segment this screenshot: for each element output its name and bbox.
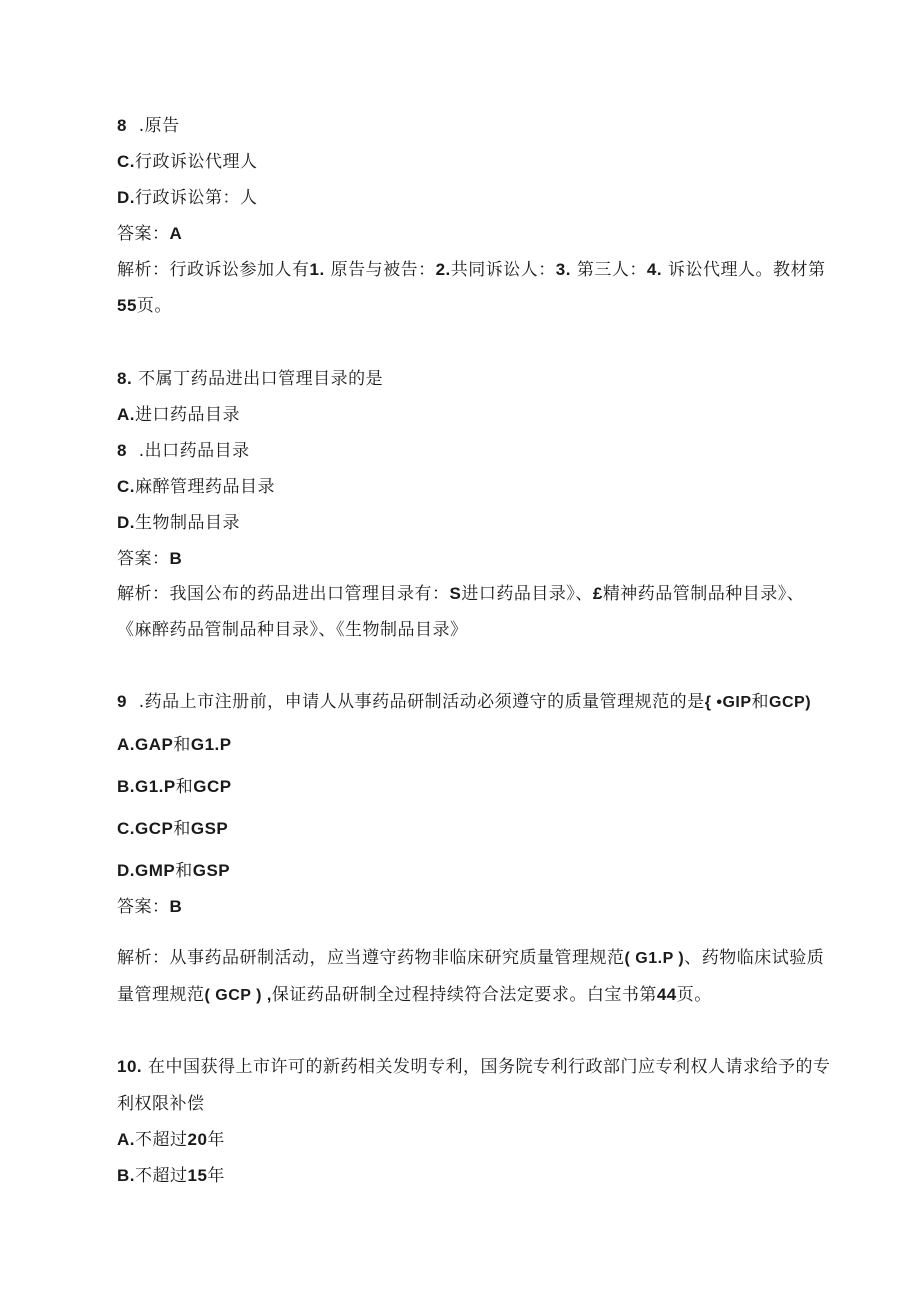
- q9-analysis-line-2: 量管理规范( GCP ) ,保证药品研制全过程持续符合法定要求。白宝书第44页。: [117, 985, 712, 1005]
- q8-answer: 答案：B: [117, 549, 183, 569]
- q9-option-c: C.GCP和GSP: [117, 819, 229, 839]
- q7-analysis-line-2: 55页。: [117, 296, 172, 316]
- q9-option-d: D.GMP和GSP: [117, 861, 231, 881]
- q9-stem: 9 .药品上市注册前，申请人从事药品研制活动必须遵守的质量管理规范的是{ •GIP和GCP): [117, 692, 812, 712]
- q10-option-a: A.不超过20年: [117, 1130, 225, 1150]
- q7-option-c: C.行政诉讼代理人: [117, 152, 258, 172]
- q8-option-c: C.麻醉管理药品目录: [117, 477, 275, 497]
- q8-stem: 8. 不属丁药品进出口管理目录的是: [117, 369, 384, 389]
- q10-stem-line-1: 10. 在中国获得上市许可的新药相关发明专利，国务院专利行政部门应专利权人请求给予的专: [117, 1057, 831, 1077]
- q9-option-a: A.GAP和G1.P: [117, 735, 232, 755]
- q10-stem-line-2: 利权限补偿: [117, 1094, 205, 1114]
- q8-analysis-line-1: 解析：我国公布的药品进出口管理目录有：S进口药品目录》、£精神药品管制品种目录》、: [117, 584, 805, 604]
- q7-analysis-line-1: 解析：行政诉讼参加人有1. 原告与被告：2.共同诉讼人：3. 第三人：4. 诉讼代理人。教材第: [117, 260, 826, 280]
- q9-answer: 答案：B: [117, 897, 183, 917]
- q9-option-b: B.G1.P和GCP: [117, 777, 232, 797]
- q7-option-b: 8 .原告: [117, 116, 180, 136]
- q8-option-b: 8 .出口药品目录: [117, 441, 250, 461]
- q8-analysis-line-2: 《麻醉药品管制品种目录》、《生物制品目录》: [117, 620, 468, 640]
- q9-analysis-line-1: 解析：从事药品研制活动，应当遵守药物非临床研究质量管理规范( G1.P )、药物临床试验质: [117, 948, 825, 968]
- q10-option-b: B.不超过15年: [117, 1166, 225, 1186]
- q7-option-d: D.行政诉讼第：人: [117, 188, 258, 208]
- q8-option-d: D.生物制品目录: [117, 513, 240, 533]
- q7-answer: 答案：A: [117, 224, 183, 244]
- q8-option-a: A.进口药品目录: [117, 405, 240, 425]
